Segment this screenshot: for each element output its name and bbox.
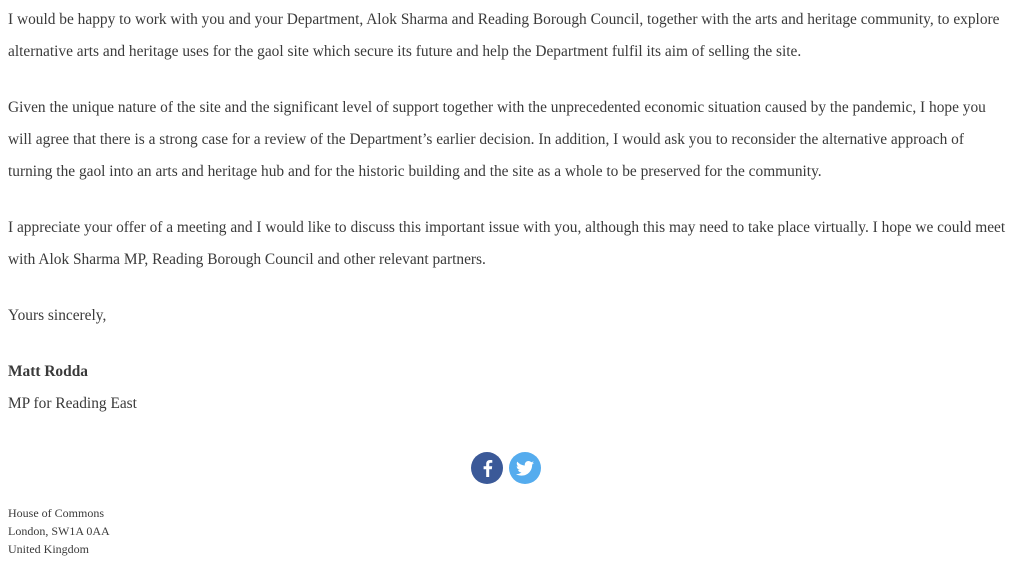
address-line-3: United Kingdom: [8, 542, 89, 556]
letter-paragraph-2: Given the unique nature of the site and the significant level of support together with the unprecedented economic situation caused by the pandemic, I hope you will agree that there is a strong case for a review of the Department’s earlier decision. In addition, I would ask you to reconsider the alternative approach of turning the gaol into an arts and heritage hub and for the historic building and the site as a whole to be preserved for the community.: [8, 99, 986, 180]
facebook-share-button[interactable]: [471, 452, 503, 484]
facebook-icon: [480, 459, 494, 477]
signature-name: Matt Rodda: [8, 363, 88, 380]
twitter-share-button[interactable]: [509, 452, 541, 484]
letter-closing: Yours sincerely,: [8, 307, 107, 324]
social-share-bar: [471, 452, 541, 484]
office-address: [8, 504, 110, 558]
letter-paragraph-3: I appreciate your offer of a meeting and I would like to discuss this important issue with you, although this may need to take place virtually. I hope we could meet with Alok Sharma MP, Reading Borough Council and other relevant partners.: [8, 219, 1006, 268]
signature-title: MP for Reading East: [8, 395, 137, 412]
letter-paragraph-1: I would be happy to work with you and your Department, Alok Sharma and Reading Borough Council, together with the arts and heritage community, to explore alternative arts and heritage uses for the gaol site which secure its future and help the Department fulfil its aim of selling the site.: [8, 11, 1000, 60]
address-line-2: London, SW1A 0AA: [8, 524, 110, 538]
letter-body: [8, 4, 1008, 420]
address-line-1: House of Commons: [8, 506, 104, 520]
twitter-icon: [516, 461, 534, 476]
